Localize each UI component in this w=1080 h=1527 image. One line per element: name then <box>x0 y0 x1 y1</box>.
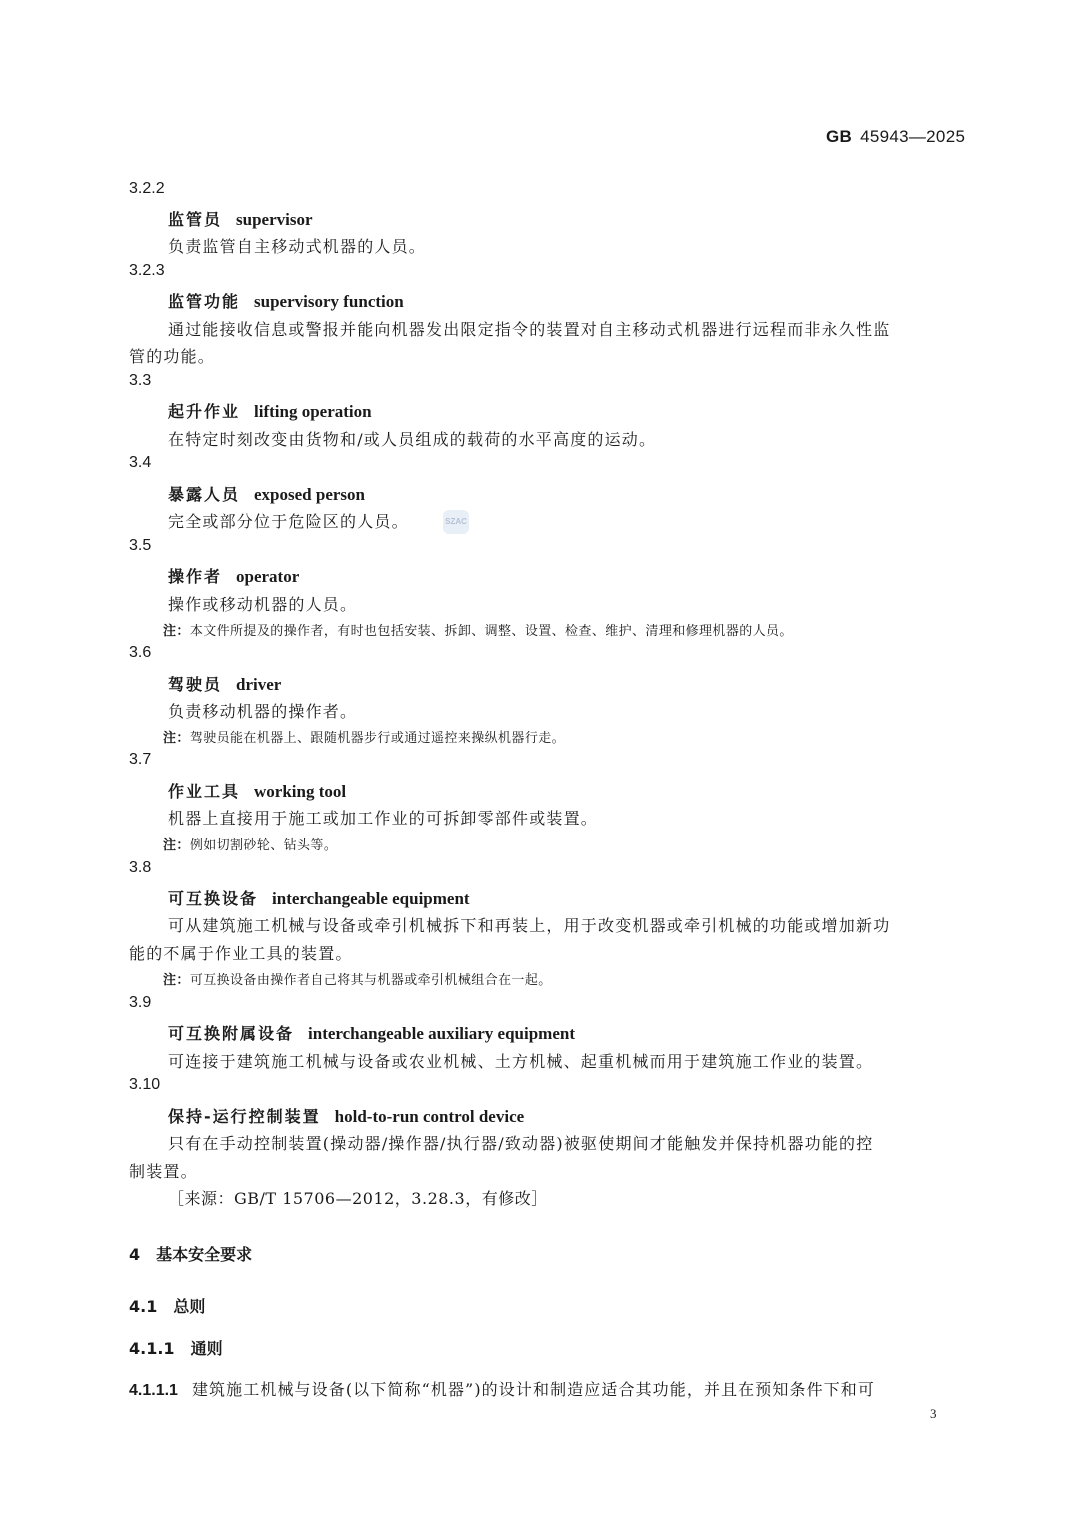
standard-code: GB <box>826 127 853 146</box>
term-cn: 操作者 <box>168 567 223 586</box>
section-title: 基本安全要求 <box>156 1245 253 1264</box>
entry-number: 3.2.3 <box>129 262 165 279</box>
note-label: 注： <box>163 973 190 988</box>
definition-continued: 能的不属于作业工具的装置。 <box>129 944 353 963</box>
term-cn: 暴露人员 <box>168 485 241 504</box>
definition-continued: 管的功能。 <box>129 347 216 366</box>
term-en: lifting operation <box>254 402 372 421</box>
term-en: supervisory function <box>254 292 404 311</box>
definition: 机器上直接用于施工或加工作业的可拆卸零部件或装置。 <box>168 809 599 828</box>
clause-text: 建筑施工机械与设备(以下简称“机器”)的设计和制造应适合其功能，并且在预知条件下和可 <box>191 1380 875 1399</box>
clause-number: 4.1.1.1 <box>129 1382 178 1399</box>
subsubsection-number: 4.1.1 <box>129 1339 175 1358</box>
definition: 负责移动机器的操作者。 <box>168 702 358 721</box>
definition-continued: 制装置。 <box>129 1162 198 1181</box>
term-en: working tool <box>254 782 347 801</box>
section-heading <box>129 1242 252 1265</box>
term-cn: 监管员 <box>168 210 223 229</box>
definition: 通过能接收信息或警报并能向机器发出限定指令的装置对自主移动式机器进行远程而非永久性监 <box>168 320 891 339</box>
term-cn: 作业工具 <box>168 782 241 801</box>
page-number: 3 <box>930 1406 937 1421</box>
entry-number: 3.10 <box>129 1076 161 1093</box>
term-heading <box>168 886 470 909</box>
clause-paragraph <box>129 1377 875 1400</box>
note-label: 注： <box>163 838 190 853</box>
term-heading <box>168 564 299 587</box>
term-cn: 监管功能 <box>168 292 241 311</box>
subsection-title: 总则 <box>173 1297 206 1316</box>
definition: 可连接于建筑施工机械与设备或农业机械、土方机械、起重机械而用于建筑施工作业的装置。 <box>168 1052 874 1071</box>
definition: 负责监管自主移动式机器的人员。 <box>168 237 427 256</box>
note-text: 例如切割砂轮、钻头等。 <box>189 838 338 853</box>
note <box>163 834 337 853</box>
term-heading <box>168 289 404 312</box>
term-heading <box>168 207 313 230</box>
term-heading <box>168 1104 524 1127</box>
term-heading <box>168 779 346 802</box>
term-en: operator <box>236 567 300 586</box>
note-label: 注： <box>163 624 190 639</box>
term-heading <box>168 399 372 422</box>
term-cn: 可互换设备 <box>168 889 259 908</box>
definition: 只有在手动控制装置(操动器/操作器/执行器/致动器)被驱使期间才能触发并保持机器功能的控 <box>168 1134 874 1153</box>
term-heading <box>168 482 365 505</box>
term-en: hold-to-run control device <box>334 1107 525 1126</box>
term-en: exposed person <box>254 485 365 504</box>
entry-number: 3.4 <box>129 454 152 471</box>
term-en: driver <box>236 675 282 694</box>
entry-number: 3.6 <box>129 644 152 661</box>
definition: 在特定时刻改变由货物和/或人员组成的载荷的水平高度的运动。 <box>168 430 657 449</box>
entry-number: 3.3 <box>129 372 152 389</box>
note-label: 注： <box>163 731 190 746</box>
subsection-heading <box>129 1294 205 1317</box>
watermark-logo: SZAC <box>443 510 469 534</box>
entry-number: 3.8 <box>129 859 152 876</box>
standard-number <box>826 127 965 147</box>
note-text: 驾驶员能在机器上、跟随机器步行或通过遥控来操纵机器行走。 <box>189 731 566 746</box>
entry-number: 3.7 <box>129 751 152 768</box>
definition: 操作或移动机器的人员。 <box>168 595 358 614</box>
term-en: interchangeable equipment <box>272 889 470 908</box>
subsubsection-title: 通则 <box>190 1339 223 1358</box>
entry-number: 3.5 <box>129 537 152 554</box>
term-cn: 起升作业 <box>168 402 241 421</box>
source-citation: ［来源：GB/T 15706—2012，3.28.3，有修改］ <box>168 1189 548 1208</box>
note-text: 本文件所提及的操作者，有时也包括安装、拆卸、调整、设置、检查、维护、清理和修理机器的人员。 <box>189 624 793 639</box>
term-en: interchangeable auxiliary equipment <box>308 1024 575 1043</box>
subsubsection-heading <box>129 1336 223 1359</box>
term-cn: 驾驶员 <box>168 675 223 694</box>
note <box>163 620 793 639</box>
entry-number: 3.2.2 <box>129 180 165 197</box>
term-cn: 可互换附属设备 <box>168 1024 295 1043</box>
term-en: supervisor <box>236 210 313 229</box>
subsection-number: 4.1 <box>129 1297 158 1316</box>
term-heading <box>168 1021 575 1044</box>
term-heading <box>168 672 281 695</box>
term-cn: 保持-运行控制装置 <box>168 1107 321 1126</box>
note <box>163 969 552 988</box>
standard-year: 45943—2025 <box>860 127 966 146</box>
note-text: 可互换设备由操作者自己将其与机器或牵引机械组合在一起。 <box>189 973 552 988</box>
definition: 可从建筑施工机械与设备或牵引机械拆下和再装上，用于改变机器或牵引机械的功能或增加新功 <box>168 916 891 935</box>
section-number: 4 <box>129 1245 141 1264</box>
definition: 完全或部分位于危险区的人员。 <box>168 512 409 531</box>
entry-number: 3.9 <box>129 994 152 1011</box>
note <box>163 727 565 746</box>
